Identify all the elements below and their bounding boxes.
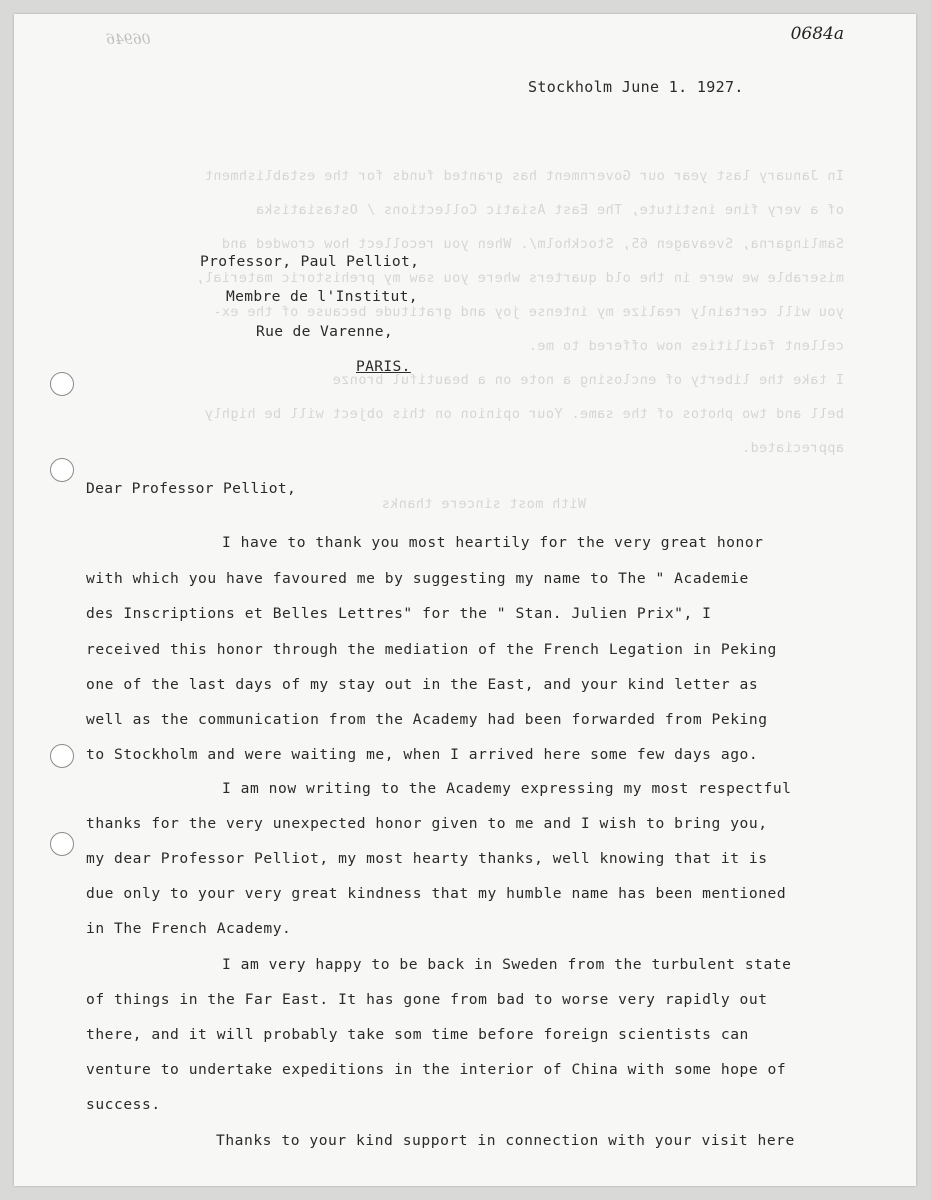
- punch-hole: [50, 832, 74, 856]
- reverse-line: Samlingarna, Sveavagen 65, Stockholm/. When you recollect how crowded and: [221, 236, 844, 252]
- archive-number: 0684a: [790, 24, 844, 44]
- letter-page: [14, 14, 916, 1186]
- body-line: received this honor through the mediation of the French Legation in Peking: [86, 641, 777, 658]
- body-line: with which you have favoured me by suggesting my name to The " Academie: [86, 570, 749, 587]
- body-line: to Stockholm and were waiting me, when I arrived here some few days ago.: [86, 746, 759, 763]
- body-line: my dear Professor Pelliot, my most hearty thanks, well knowing that it is: [86, 850, 768, 867]
- body-line: I am very happy to be back in Sweden from the turbulent state: [222, 956, 792, 973]
- recipient-street: Rue de Varenne,: [256, 323, 394, 340]
- body-line: I am now writing to the Academy expressing my most respectful: [222, 780, 792, 797]
- letter-date: Stockholm June 1. 1927.: [528, 78, 744, 96]
- body-line: Thanks to your kind support in connection with your visit here: [216, 1132, 795, 1149]
- reverse-line: cellent facilities now offered to me.: [528, 338, 844, 354]
- punch-hole: [50, 744, 74, 768]
- body-line: venture to undertake expeditions in the interior of China with some hope of: [86, 1061, 787, 1078]
- reverse-line: you will certainly realize my intense joy and gratitude because of the ex-: [212, 304, 844, 320]
- body-line: well as the communication from the Academy had been forwarded from Peking: [86, 711, 768, 728]
- reverse-line: With most sincere thanks: [381, 496, 586, 512]
- reverse-line: In January last year our Government has granted funds for the establishment: [204, 168, 844, 184]
- reverse-archive-number: 06946: [106, 32, 151, 48]
- punch-hole: [50, 458, 74, 482]
- body-line: thanks for the very unexpected honor given to me and I wish to bring you,: [86, 815, 768, 832]
- body-line: I have to thank you most heartily for the very great honor: [222, 534, 764, 551]
- body-line: of things in the Far East. It has gone from bad to worse very rapidly out: [86, 991, 768, 1008]
- salutation: Dear Professor Pelliot,: [86, 480, 297, 497]
- body-line: in The French Academy.: [86, 920, 292, 937]
- reverse-bleed-through: [14, 14, 916, 1186]
- reverse-line: I take the liberty of enclosing a note on a beautiful bronze: [332, 372, 844, 388]
- reverse-line: of a very fine institute, The East Asiatic Collections / Ostasiatiska: [255, 202, 844, 218]
- body-line: one of the last days of my stay out in the East, and your kind letter as: [86, 676, 759, 693]
- body-line: due only to your very great kindness that my humble name has been mentioned: [86, 885, 787, 902]
- reverse-line: bell and two photos of the same. Your opinion on this object will be highly: [204, 406, 844, 422]
- body-line: success.: [86, 1096, 161, 1113]
- body-line: there, and it will probably take som time before foreign scientists can: [86, 1026, 749, 1043]
- punch-hole: [50, 372, 74, 396]
- body-line: des Inscriptions et Belles Lettres" for the " Stan. Julien Prix", I: [86, 605, 712, 622]
- recipient-city: PARIS.: [356, 358, 411, 375]
- reverse-line: miserable we were in the old quarters where you saw my prehistoric material,: [195, 270, 844, 286]
- recipient-title: Membre de l'Institut,: [226, 288, 418, 305]
- reverse-line: appreciated.: [741, 440, 844, 456]
- recipient-name: Professor, Paul Pelliot,: [200, 253, 420, 270]
